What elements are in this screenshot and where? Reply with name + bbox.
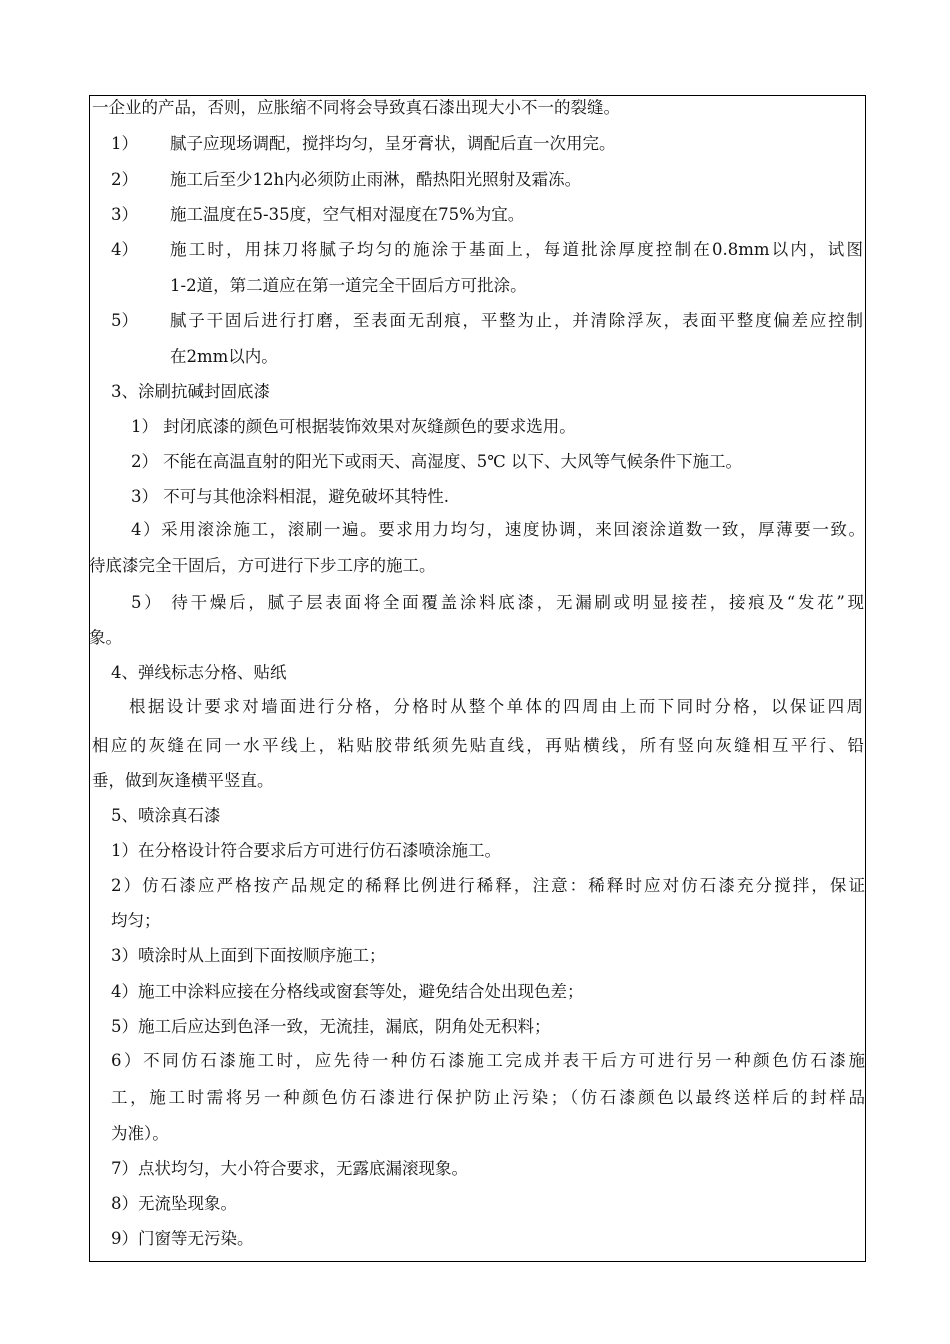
paragraph-text: 垂，做到灰逢横平竖直。 [92,771,274,790]
list-item-text: 为准）。 [111,1124,169,1143]
list-number: 4） [111,240,138,259]
list-item-text: 1-2道，第二道应在第一道完全干固后方可批涂。 [170,276,527,295]
list-item-text: 均匀； [111,911,161,930]
list-item-text: 7）点状均匀，大小符合要求，无露底漏滚现象。 [111,1159,468,1178]
list-item-text: 8）无流坠现象。 [111,1194,237,1213]
list-item-text: 5） 待干燥后，腻子层表面将全面覆盖涂料底漆，无漏刷或明显接茬，接痕及“发花”现 [131,593,864,612]
list-item-text: 施工后至少12h内必须防止雨淋，酷热阳光照射及霜冻。 [170,170,582,189]
list-item-text: 在2mm以内。 [170,347,278,366]
list-item-text: 工，施工时需将另一种颜色仿石漆进行保护防止污染；（仿石漆颜色以最终送样后的封样品 [111,1088,865,1107]
text-line: 一企业的产品，否则，应胀缩不同将会导致真石漆出现大小不一的裂缝。 [92,98,620,117]
list-item-text: 6）不同仿石漆施工时，应先待一种仿石漆施工完成并表干后方可进行另一种颜色仿石漆施 [111,1051,865,1070]
list-item-text: 3）喷涂时从上面到下面按顺序施工； [111,946,386,965]
list-item-text: 1）在分格设计符合要求后方可进行仿石漆喷涂施工。 [111,841,501,860]
section-heading: 3、涂刷抗碱封固底漆 [111,382,270,401]
list-item-text: 5）施工后应达到色泽一致，无流挂，漏底，阴角处无积料； [111,1017,551,1036]
list-item-text: 腻子应现场调配，搅拌均匀，呈牙膏状，调配后直一次用完。 [170,134,616,153]
list-item-text: 9）门窗等无污染。 [111,1229,254,1248]
list-item-text: 4）采用滚涂施工，滚刷一遍。要求用力均匀，速度协调，来回滚涂道数一致，厚薄要一致。 [131,520,865,539]
paragraph-text: 相应的灰缝在同一水平线上，粘贴胶带纸须先贴直线，再贴横线，所有竖向灰缝相互平行、铅 [92,736,864,755]
list-number: 5） [111,311,138,330]
list-number: 3） [111,205,138,224]
list-item-text: 施工温度在5-35度，空气相对湿度在75%为宜。 [170,205,525,224]
list-item-text: 2） 不能在高温直射的阳光下或雨天、高湿度、5℃ 以下、大风等气候条件下施工。 [131,452,742,471]
list-item-text: 象。 [89,628,122,647]
list-number: 1） [111,134,138,153]
section-heading: 4、弹线标志分格、贴纸 [111,663,287,682]
list-item-text: 2）仿石漆应严格按产品规定的稀释比例进行稀释，注意：稀释时应对仿石漆充分搅拌，保证 [111,876,865,895]
list-item-text: 待底漆完全干固后，方可进行下步工序的施工。 [89,556,436,575]
paragraph-text: 根据设计要求对墙面进行分格，分格时从整个单体的四周由上而下同时分格，以保证四周 [129,697,863,716]
list-item-text: 1） 封闭底漆的颜色可根据装饰效果对灰缝颜色的要求选用。 [131,417,576,436]
list-item-text: 4）施工中涂料应接在分格线或窗套等处，避免结合处出现色差； [111,982,584,1001]
section-heading: 5、喷涂真石漆 [111,806,221,825]
list-item-text: 腻子干固后进行打磨，至表面无刮痕，平整为止，并清除浮灰，表面平整度偏差应控制 [170,311,863,330]
list-number: 2） [111,170,138,189]
list-item-text: 施工时，用抹刀将腻子均匀的施涂于基面上，每道批涂厚度控制在0.8mm以内，试图 [170,240,863,259]
list-item-text: 3） 不可与其他涂料相混，避免破坏其特性. [131,487,449,506]
